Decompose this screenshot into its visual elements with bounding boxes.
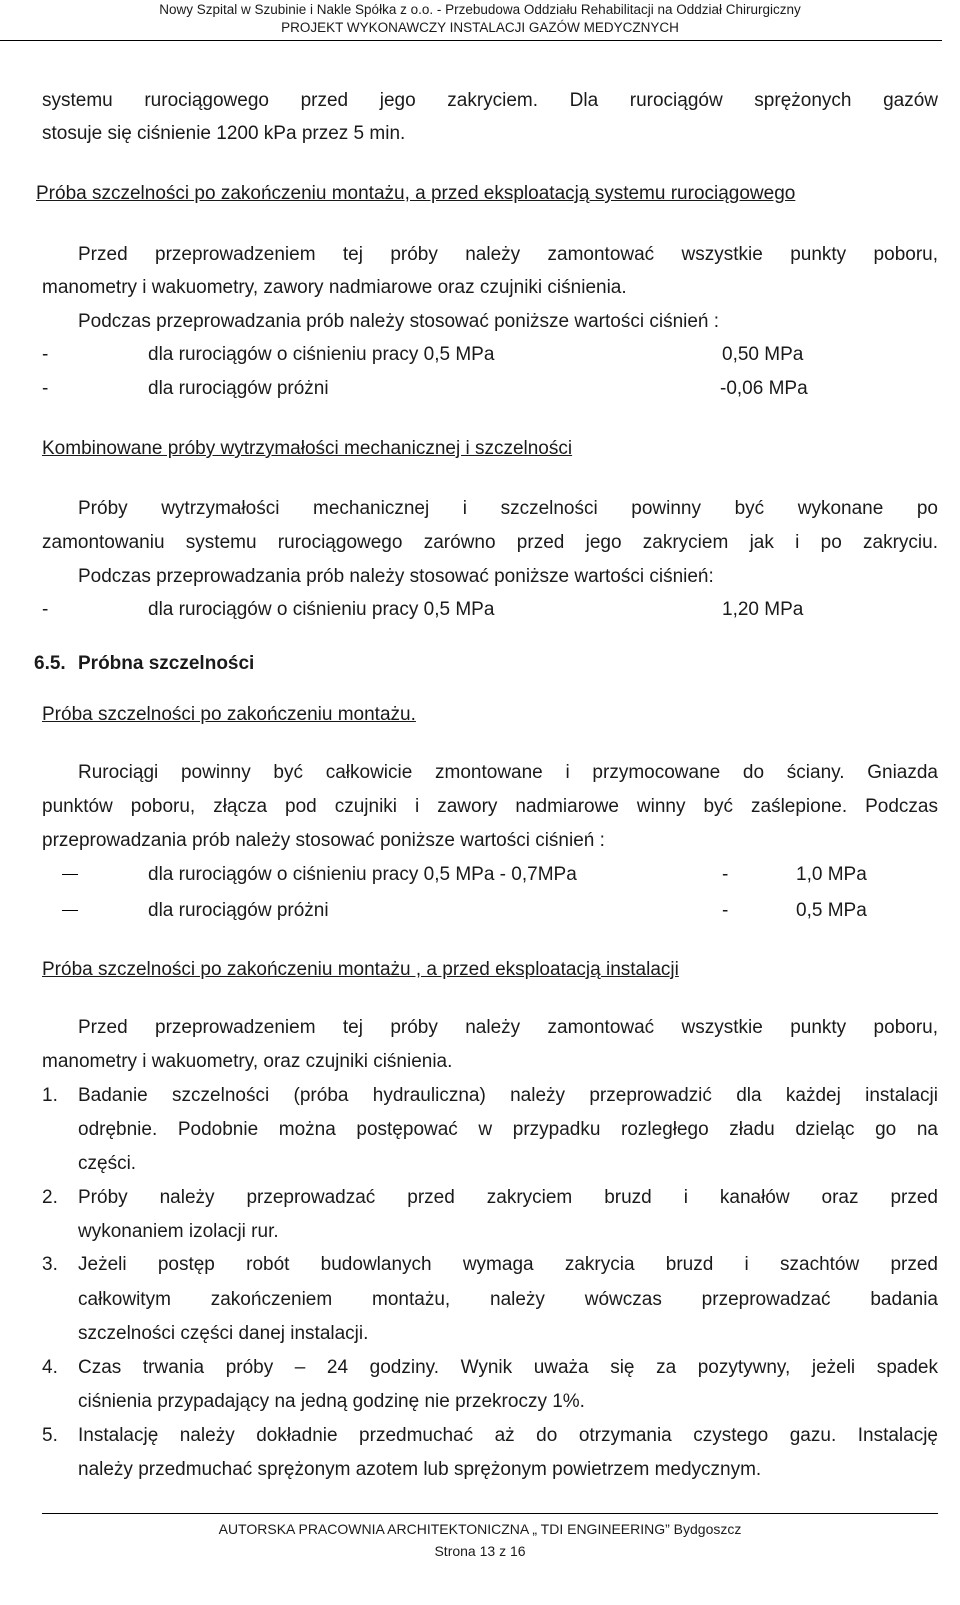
list-item-2-line2: wykonaniem izolacji rur. (78, 1221, 279, 1242)
section-a-p2: Podczas przeprowadzania prób należy stosować poniższe wartości ciśnień : (78, 311, 720, 332)
header-rule (0, 40, 942, 41)
list-item-3-line1: Jeżeli postęp robót budowlanych wymaga zakrycia bruzd i szachtów przed (78, 1254, 938, 1275)
section-a-item-1-label: dla rurociągów o ciśnieniu pracy 0,5 MPa (148, 344, 495, 365)
section-6-5-title: Próbna szczelności (78, 653, 255, 674)
section-b-p2: Podczas przeprowadzania prób należy stosować poniższe wartości ciśnień: (78, 566, 714, 587)
section-c-item-2-bullet (62, 910, 78, 911)
list-item-3-number: 3. (42, 1254, 58, 1275)
list-item-2-line1: Próby należy przeprowadzać przed zakryciem bruzd i kanałów oraz przed (78, 1187, 938, 1208)
list-item-2-number: 2. (42, 1187, 58, 1208)
section-b-item-1-value: 1,20 MPa (722, 599, 804, 620)
list-item-1-line3: części. (78, 1153, 137, 1174)
section-c-item-1-bullet (62, 874, 78, 875)
header-subtitle: PROJEKT WYKONAWCZY INSTALACJI GAZÓW MEDYCZNYCH (281, 20, 679, 35)
list-item-5-line1: Instalację należy dokładnie przedmuchać aż do otrzymania czystego gazu. Instalację (78, 1425, 938, 1446)
section-c-item-2-sep: - (722, 900, 729, 921)
list-item-4-number: 4. (42, 1357, 58, 1378)
list-item-3-line2: całkowitym zakończeniem montażu, należy wówczas przeprowadzać badania (78, 1289, 938, 1310)
section-d-heading: Próba szczelności po zakończeniu montażu , a przed eksploatacją instalacji (42, 959, 679, 980)
section-c-item-2-label: dla rurociągów próżni (148, 900, 329, 921)
section-c-line1: Rurociągi powinny być całkowicie zmontowane i przymocowane do ściany. Gniazda (78, 762, 938, 783)
section-a-heading: Próba szczelności po zakończeniu montażu, a przed eksploatacją systemu rurociągowego (36, 183, 796, 204)
section-d-line1: Przed przeprowadzeniem tej próby należy zamontować wszystkie punkty poboru, (78, 1017, 938, 1038)
list-item-3-line3: szczelności części danej instalacji. (78, 1323, 369, 1344)
section-c-line3: przeprowadzania prób należy stosować poniższe wartości ciśnień : (42, 830, 605, 851)
section-a-item-1-value: 0,50 MPa (722, 344, 804, 365)
section-a-item-1-dash: - (42, 344, 49, 365)
footer-page-number: Strona 13 z 16 (434, 1543, 526, 1559)
section-b-p1-line2: zamontowaniu systemu rurociągowego zarówno przed jego zakryciem jak i po zakryciu. (42, 532, 938, 553)
section-a-item-2-label: dla rurociągów próżni (148, 378, 329, 399)
section-b-heading: Kombinowane próby wytrzymałości mechanicznej i szczelności (42, 438, 573, 459)
list-item-5-line2: należy przedmuchać sprężonym azotem lub sprężonym powietrzem medycznym. (78, 1459, 762, 1480)
list-item-4-line1: Czas trwania próby – 24 godziny. Wynik uważa się za pozytywny, jeżeli spadek (78, 1357, 938, 1378)
list-item-4-line2: ciśnienia przypadający na jedną godzinę nie przekroczy 1%. (78, 1391, 585, 1412)
section-d-line2: manometry i wakuometry, oraz czujniki ciśnienia. (42, 1051, 453, 1072)
footer-rule (42, 1513, 938, 1514)
section-c-item-1-value: 1,0 MPa (796, 864, 867, 885)
section-6-5-number: 6.5. (34, 653, 66, 674)
section-b-item-1-dash: - (42, 599, 49, 620)
section-c-item-2-value: 0,5 MPa (796, 900, 867, 921)
section-c-heading: Próba szczelności po zakończeniu montażu. (42, 704, 416, 725)
header-project-title: Nowy Szpital w Szubinie i Nakle Spółka z o.o. - Przebudowa Oddziału Rehabilitacji na Oddział Chirurgiczny (159, 2, 801, 17)
list-item-1-number: 1. (42, 1085, 58, 1106)
section-a-item-2-dash: - (42, 378, 49, 399)
section-c-item-1-sep: - (722, 864, 729, 885)
section-b-item-1-label: dla rurociągów o ciśnieniu pracy 0,5 MPa (148, 599, 495, 620)
footer-company: AUTORSKA PRACOWNIA ARCHITEKTONICZNA „ TDI ENGINEERING” Bydgoszcz (218, 1521, 742, 1537)
section-b-p1-line1: Próby wytrzymałości mechanicznej i szczelności powinny być wykonane po (78, 498, 938, 519)
list-item-5-number: 5. (42, 1425, 58, 1446)
list-item-1-line1: Badanie szczelności (próba hydrauliczna) należy przeprowadzić dla każdej instalacji (78, 1085, 938, 1106)
section-a-p1-line2: manometry i wakuometry, zawory nadmiarowe oraz czujniki ciśnienia. (42, 277, 627, 298)
section-a-p1-line1: Przed przeprowadzeniem tej próby należy zamontować wszystkie punkty poboru, (78, 244, 938, 265)
intro-line-2: stosuje się ciśnienie 1200 kPa przez 5 min. (42, 123, 406, 144)
section-a-item-2-value: -0,06 MPa (720, 378, 808, 399)
section-c-item-1-label: dla rurociągów o ciśnieniu pracy 0,5 MPa - 0,7MPa (148, 864, 577, 885)
list-item-1-line2: odrębnie. Podobnie można postępować w przypadku rozległego zładu dzieląc go na (78, 1119, 938, 1140)
intro-line-1: systemu rurociągowego przed jego zakryciem. Dla rurociągów sprężonych gazów (42, 90, 938, 111)
section-c-line2: punktów poboru, złącza pod czujniki i zawory nadmiarowe winny być zaślepione. Podczas (42, 796, 938, 817)
